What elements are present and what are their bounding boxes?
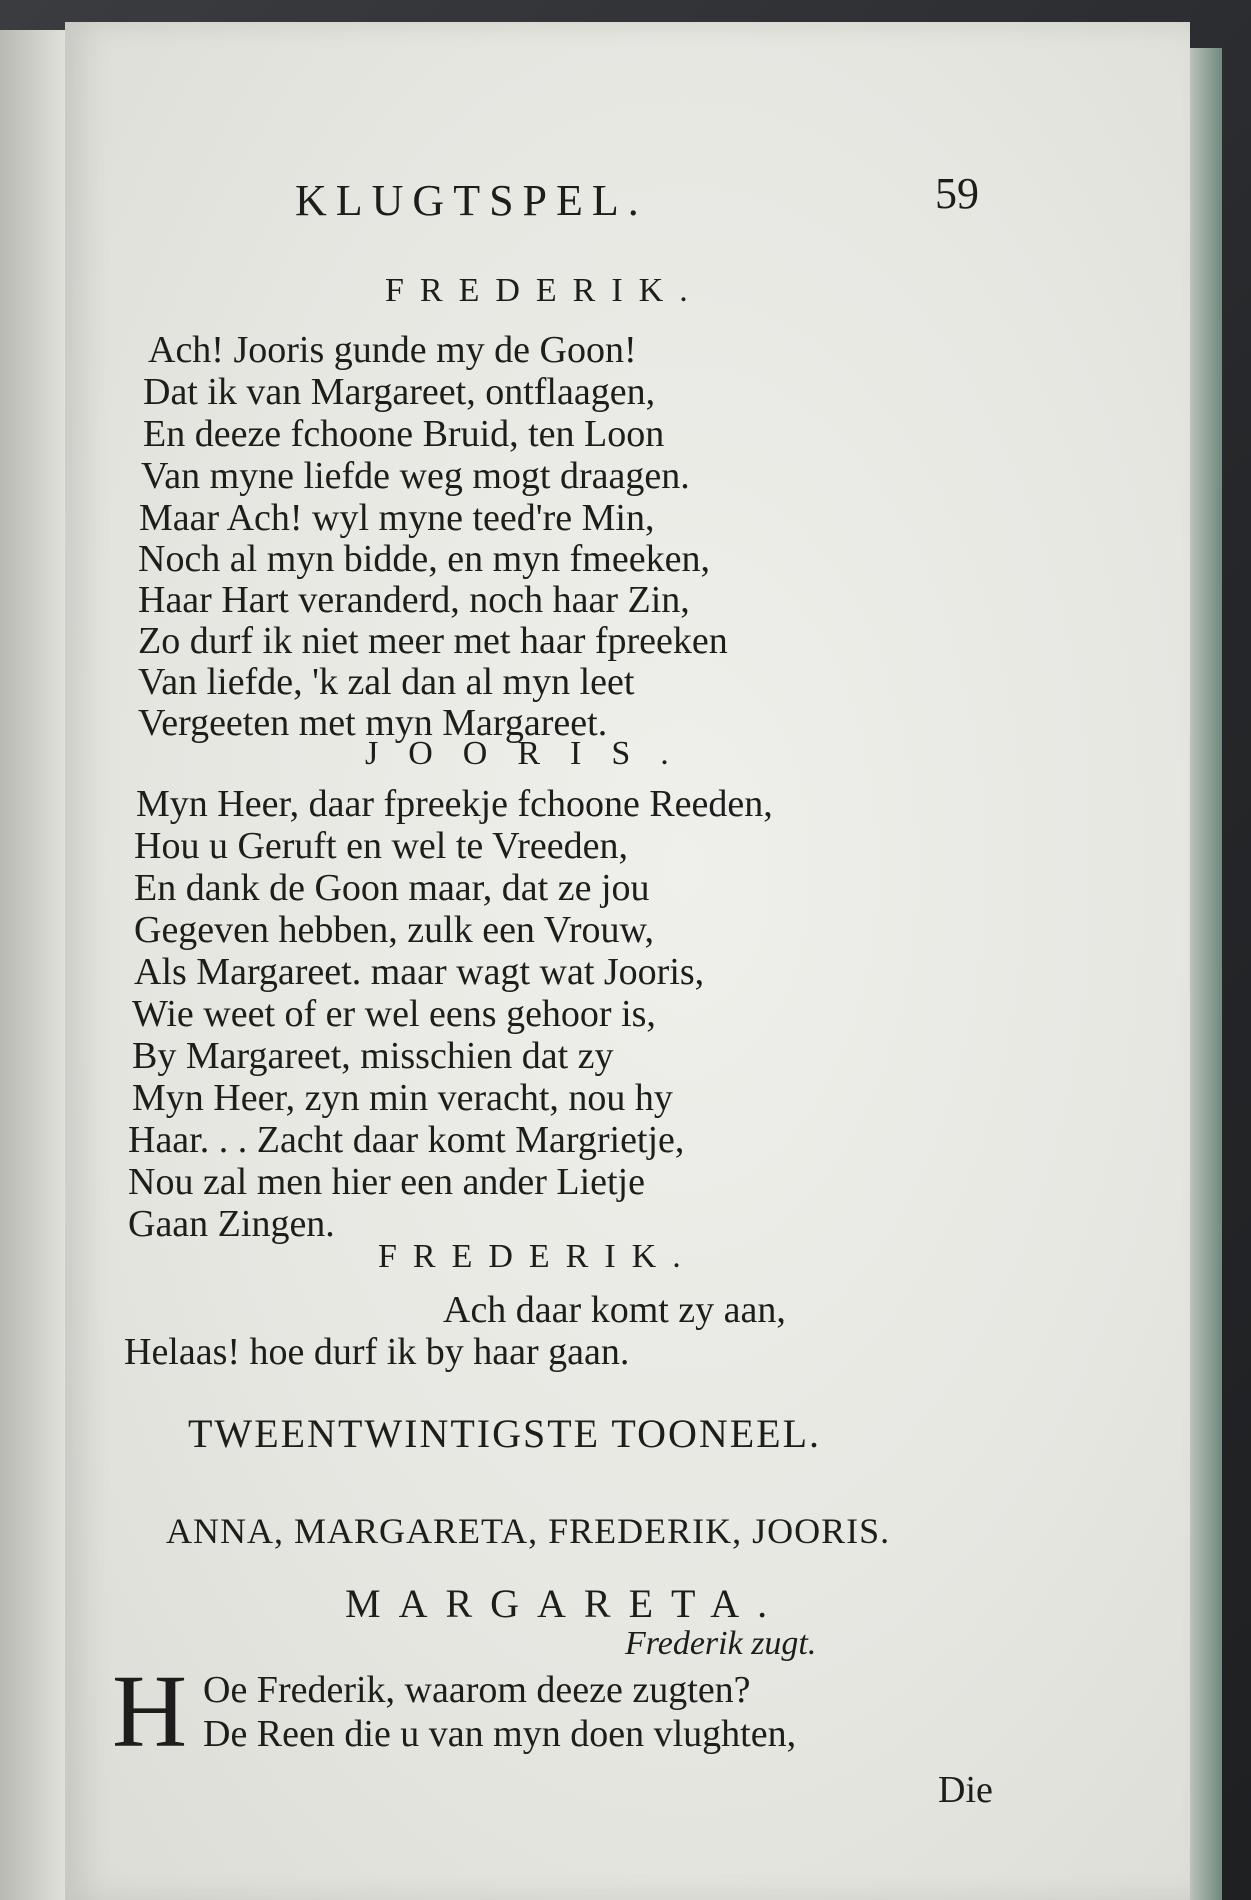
verse-line: Hou u Geruft en wel te Vreeden, [134, 825, 628, 867]
speaker-heading: FREDERIK. [385, 272, 704, 309]
running-head: KLUGTSPEL. [295, 176, 648, 225]
catchword: Die [938, 1769, 993, 1811]
verse-line: Myn Heer, daar fpreekje fchoone Reeden, [136, 783, 773, 825]
drop-cap: H [112, 1654, 188, 1769]
speaker-heading: FREDERIK. [378, 1238, 697, 1275]
verse-line: Wie weet of er wel eens gehoor is, [132, 993, 656, 1035]
cast-list: ANNA, MARGARETA, FREDERIK, JOORIS. [166, 1511, 891, 1551]
verse-line: En deeze fchoone Bruid, ten Loon [143, 413, 665, 455]
verse-line: Zo durf ik niet meer met haar fpreeken [138, 620, 728, 662]
verse-line: Van myne liefde weg mogt draagen. [141, 455, 690, 497]
verse-line: Helaas! hoe durf ik by haar gaan. [124, 1331, 630, 1373]
verse-line: Noch al myn bidde, en myn fmeeken, [138, 538, 710, 580]
verse-line: Van liefde, 'k zal dan al myn leet [138, 661, 635, 703]
verse-line: En dank de Goon maar, dat ze jou [134, 867, 650, 909]
verse-line: Gegeven hebben, zulk een Vrouw, [134, 909, 655, 951]
verse-line: De Reen die u van myn doen vlughten, [203, 1713, 797, 1755]
stage-direction: Frederik zugt. [625, 1625, 817, 1662]
verse-line: Haar Hart veranderd, noch haar Zin, [138, 579, 690, 621]
verse-line: Ach! Jooris gunde my de Goon! [148, 329, 637, 371]
verse-line: Gaan Zingen. [128, 1203, 335, 1245]
page-number: 59 [935, 169, 979, 218]
verse-line: Nou zal men hier een ander Lietje [128, 1161, 645, 1203]
verse-line: By Margareet, misschien dat zy [132, 1035, 614, 1077]
scene-title: TWEENTWINTIGSTE TOONEEL. [188, 1411, 822, 1456]
verse-line: Oe Frederik, waarom deeze zugten? [203, 1669, 751, 1711]
verse-line: Dat ik van Margareet, ontflaagen, [143, 371, 656, 413]
verse-line: Maar Ach! wyl myne teed're Min, [139, 497, 655, 539]
speaker-heading: MARGARETA. [345, 1581, 786, 1626]
verse-line: Myn Heer, zyn min veracht, nou hy [132, 1077, 673, 1119]
verse-line: Ach daar komt zy aan, [443, 1289, 786, 1331]
verse-line: Vergeeten met myn Margareet. [138, 702, 608, 744]
verse-line: Haar. . . Zacht daar komt Margrietje, [128, 1119, 685, 1161]
verse-line: Als Margareet. maar wagt wat Jooris, [134, 951, 705, 993]
speaker-heading: JOORIS. [365, 735, 699, 772]
